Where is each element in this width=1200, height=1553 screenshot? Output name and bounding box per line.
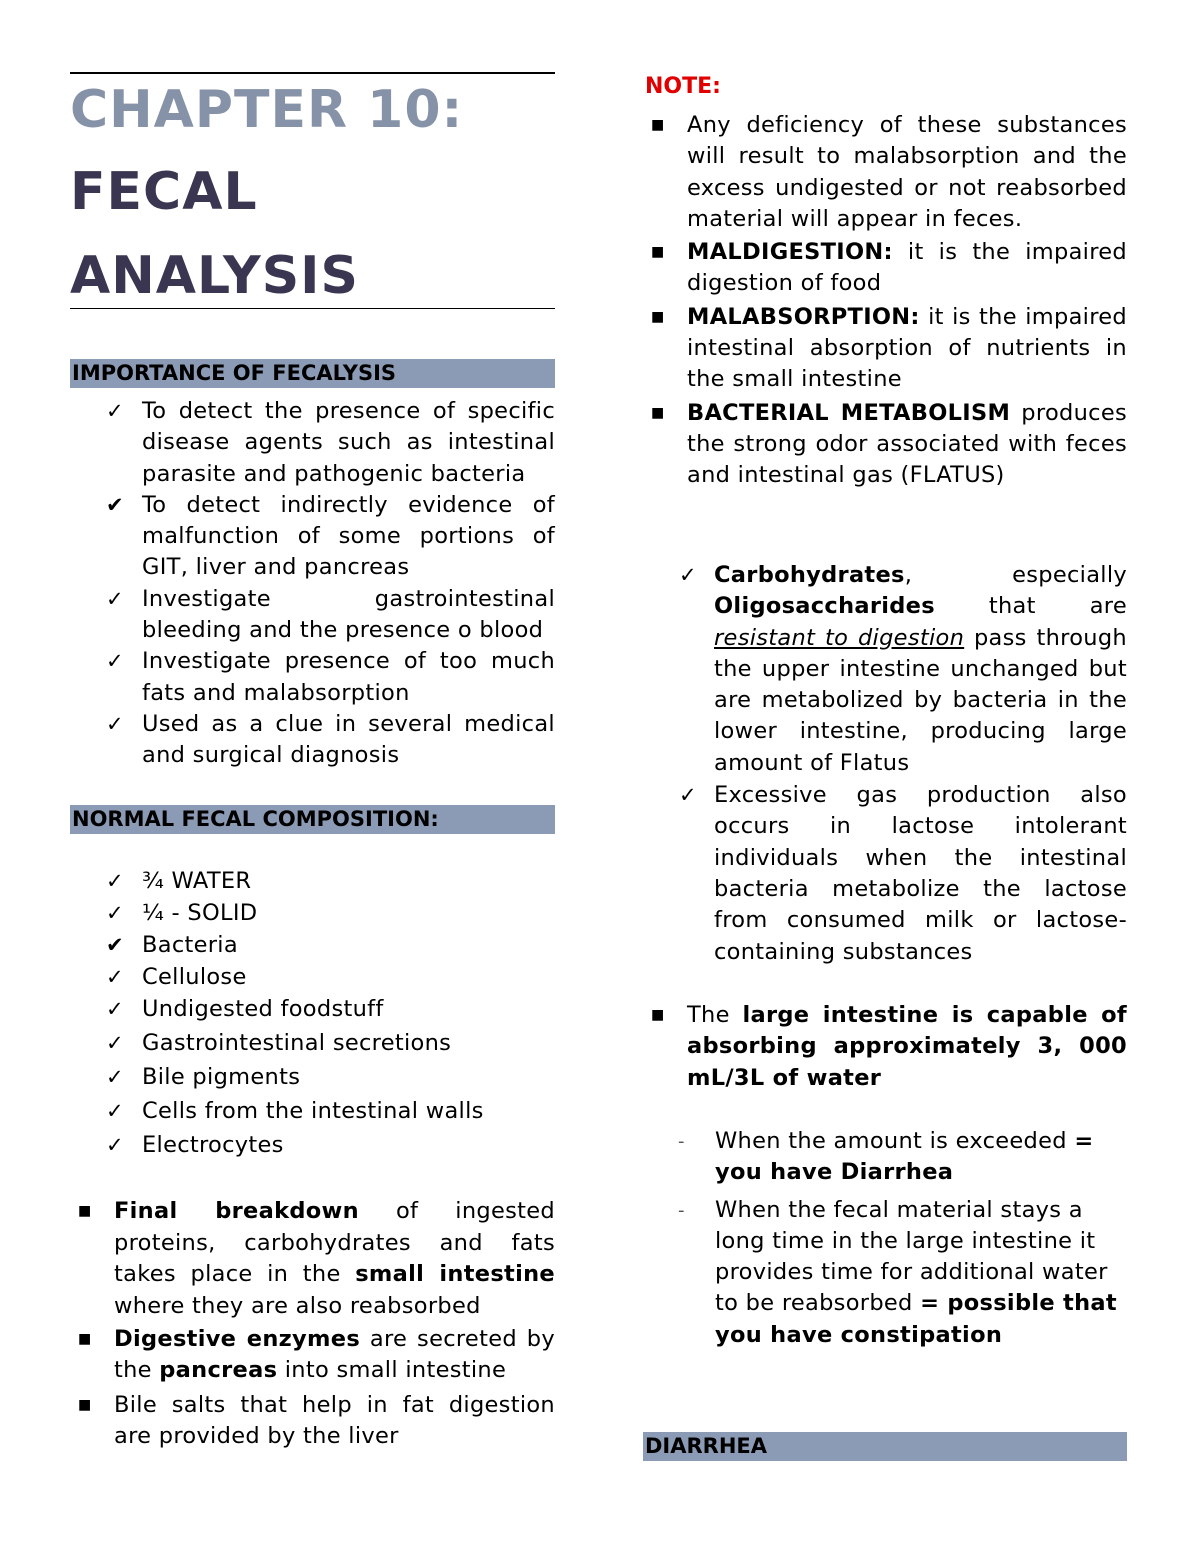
- list-item: ■ The large intestine is capable of absorbing approximately 3, 000 mL/3L of water: [651, 1002, 1128, 1091]
- list-item: ✓ Bile pigments: [70, 1060, 555, 1094]
- check-icon: ✓: [679, 783, 697, 808]
- check-icon: ✓: [106, 869, 124, 893]
- list-item: ✓ Investigate gastrointestinal bleeding and the presence o blood: [106, 585, 555, 644]
- bullet-square-icon: ■: [651, 308, 665, 325]
- bullet-square-icon: ■: [651, 1007, 665, 1023]
- chapter-title: CHAPTER 10:: [70, 80, 464, 140]
- list-item: ✓ Investigate presence of too much fats and malabsorption: [106, 648, 555, 706]
- title-top-rule: [70, 72, 555, 74]
- bullet-square-icon: ■: [651, 244, 665, 261]
- list-item: ✔ To detect indirectly evidence of malfunction of some portions of GIT, liver and pancreas: [106, 491, 555, 581]
- title-fecal: FECAL: [70, 162, 258, 222]
- importance-list: [70, 396, 555, 772]
- list-item: ✓ To detect the presence of specific disease agents such as intestinal parasite and pathogenic bacteria: [106, 398, 555, 487]
- check-icon: ✓: [106, 1099, 124, 1123]
- check-icon: ✓: [106, 399, 124, 423]
- dash-icon: -: [678, 1199, 685, 1221]
- title-bottom-rule: [70, 308, 555, 309]
- list-item: ✓ ¾ WATER: [70, 865, 555, 897]
- composition-heading: NORMAL FECAL COMPOSITION:: [70, 805, 555, 834]
- list-item: - When the fecal material stays a long time in the large intestine it provides time for additional water to be reabsorbed = possible that you have constipation: [678, 1196, 1117, 1348]
- check-icon: ✓: [106, 1065, 124, 1089]
- list-item: ■ MALDIGESTION: it is the impaired digestion of food: [651, 239, 1127, 297]
- check-icon: ✓: [106, 586, 124, 611]
- list-item: ✓ Excessive gas production also occurs in lactose intolerant individuals when the intestinal bacteria metabolize the lactose from consumed milk or lactose-containing substances: [679, 782, 1127, 965]
- check-icon: ✓: [679, 563, 697, 587]
- check-icon: ✓: [106, 965, 124, 989]
- list-item: ✓ Cells from the intestinal walls: [70, 1094, 555, 1128]
- dash-icon: -: [678, 1131, 685, 1152]
- list-item: ■ Bile salts that help in fat digestion are provided by the liver: [78, 1391, 555, 1449]
- list-item: ■ BACTERIAL METABOLISM produces the strong odor associated with feces and intestinal gas (FLATUS): [651, 399, 1127, 489]
- water-list: [643, 1000, 1127, 1094]
- water-consequence-list: [643, 1126, 1127, 1351]
- list-item: ■ Final breakdown of ingested proteins, carbohydrates and fats takes place in the small intestine where they are also reabsorbed: [78, 1198, 555, 1319]
- title-analysis: ANALYSIS: [70, 246, 359, 306]
- check-icon: ✓: [106, 1133, 124, 1157]
- check-icon: ✓: [106, 711, 124, 736]
- check-icon: ✓: [106, 649, 124, 674]
- check-icon: ✔: [106, 492, 124, 517]
- bullet-square-icon: ■: [651, 404, 665, 421]
- list-item: ■ Digestive enzymes are secreted by the pancreas into small intestine: [78, 1326, 555, 1384]
- list-item: ✓ Cellulose: [70, 961, 555, 993]
- list-item: ✓ Gastrointestinal secretions: [70, 1026, 555, 1060]
- bullet-square-icon: ■: [651, 117, 665, 133]
- check-icon: ✓: [106, 901, 124, 925]
- check-icon: ✓: [106, 997, 124, 1021]
- bullet-square-icon: ■: [78, 1203, 92, 1219]
- check-icon: ✔: [106, 933, 124, 957]
- list-item: ✓ ¼ - SOLID: [70, 897, 555, 929]
- list-item: ✓ Undigested foodstuff: [70, 993, 555, 1026]
- list-item: ✓ Electrocytes: [70, 1128, 555, 1162]
- list-item: ■ MALABSORPTION: it is the impaired intestinal absorption of nutrients in the small intestine: [651, 303, 1127, 393]
- check-icon: ✓: [106, 1031, 124, 1055]
- gas-list: [643, 560, 1127, 968]
- list-item: ✓ Carbohydrates, especially Oligosaccharides that are resistant to digestion pass through the upper intestine unchanged but are metabolized by bacteria in the lower intestine, producing large amount of Flatus: [679, 562, 1127, 776]
- importance-heading: IMPORTANCE OF FECALYSIS: [70, 359, 555, 388]
- list-item: ■ Any deficiency of these substances will result to malabsorption and the excess undigested or not reabsorbed material will appear in feces.: [651, 112, 1127, 232]
- bullet-square-icon: ■: [78, 1331, 92, 1347]
- diarrhea-heading: DIARRHEA: [643, 1432, 1127, 1461]
- note-list: [643, 110, 1127, 492]
- note-label: NOTE:: [645, 74, 721, 99]
- composition-list: [70, 865, 555, 1162]
- bullet-square-icon: ■: [78, 1396, 92, 1413]
- list-item: - When the amount is exceeded = you have Diarrhea: [678, 1128, 1094, 1186]
- digestion-list: [70, 1196, 555, 1452]
- list-item: ✓ Used as a clue in several medical and surgical diagnosis: [106, 710, 555, 769]
- list-item: ✔ Bacteria: [70, 929, 555, 961]
